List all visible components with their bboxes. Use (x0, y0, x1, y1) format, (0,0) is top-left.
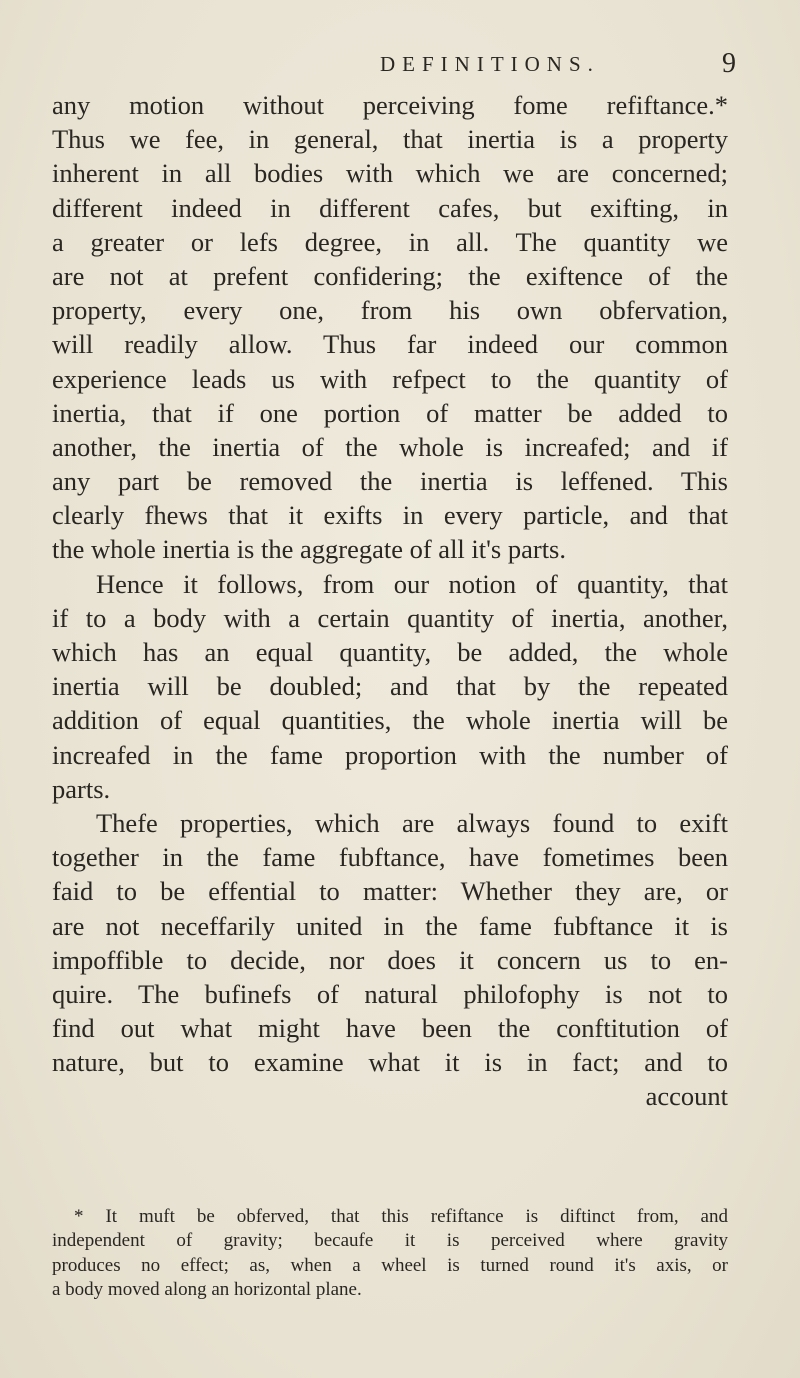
text-line: Thus we fee, in general, that inertia is a property (52, 124, 728, 155)
text-line: property, every one, from his own obfervation, (52, 295, 728, 326)
text-line: which has an equal quantity, be added, the whole (52, 637, 728, 667)
text-line: a greater or lefs degree, in all. The quantity we (52, 226, 728, 257)
text-line: will readily allow. Thus far indeed our common (52, 329, 728, 360)
text-line: are not at prefent confidering; the exiftence of the (52, 260, 728, 291)
text-line: inertia, that if one portion of matter be added to (52, 397, 728, 428)
text-line: inherent in all bodies with which we are concerned; (52, 158, 728, 189)
paragraph-first-line: Hence it follows, from our notion of quantity, that (96, 568, 728, 599)
text-line: parts. (52, 773, 111, 804)
footnote-line: independent of gravity; becaufe it is perceived where gravity (52, 1230, 728, 1252)
running-head (0, 48, 800, 92)
text-line: another, the inertia of the whole is increafed; and if (52, 431, 728, 462)
text-line: addition of equal quantities, the whole inertia will be (52, 705, 728, 736)
text-line: experience leads us with refpect to the quantity of (52, 363, 728, 394)
text-line: are not neceffarily united in the fame fubftance it is (52, 910, 728, 941)
text-line: quire. The bufinefs of natural philofophy is not to (52, 978, 728, 1009)
text-line: nature, but to examine what it is in fact; and to (52, 1047, 728, 1078)
text-line: if to a body with a certain quantity of inertia, another, (52, 602, 728, 633)
footnote-line: * It muft be obferved, that this refiftance is diftinct from, and (74, 1206, 728, 1227)
text-line: increafed in the fame proportion with the number of (52, 739, 728, 770)
catchword: account (645, 1081, 728, 1112)
text-line: inertia will be doubled; and that by the repeated (52, 671, 728, 702)
text-line: clearly fhews that it exifts in every particle, and that (52, 500, 728, 531)
footnote (52, 1205, 728, 1303)
footnote-line: produces no effect; as, when a wheel is turned round it's axis, or (52, 1254, 728, 1276)
footnote-line: a body moved along an horizontal plane. (52, 1279, 362, 1301)
text-line: any motion without perceiving fome refiftance.* (52, 90, 728, 120)
text-line: different indeed in different cafes, but exifting, in (52, 192, 728, 223)
text-line: faid to be effential to matter: Whether they are, or (52, 876, 728, 907)
text-line: impoffible to decide, nor does it concern us to en- (52, 944, 728, 975)
text-line: the whole inertia is the aggregate of all it's parts. (52, 534, 566, 565)
page-number: 9 (722, 48, 736, 79)
body-text (52, 88, 728, 1114)
text-line: find out what might have been the conftitution of (52, 1013, 728, 1044)
text-line: together in the fame fubftance, have fometimes been (52, 842, 728, 873)
running-title: DEFINITIONS. (380, 52, 600, 76)
paragraph-first-line: Thefe properties, which are always found to exift (96, 807, 728, 838)
text-line: any part be removed the inertia is leffened. This (52, 466, 728, 497)
